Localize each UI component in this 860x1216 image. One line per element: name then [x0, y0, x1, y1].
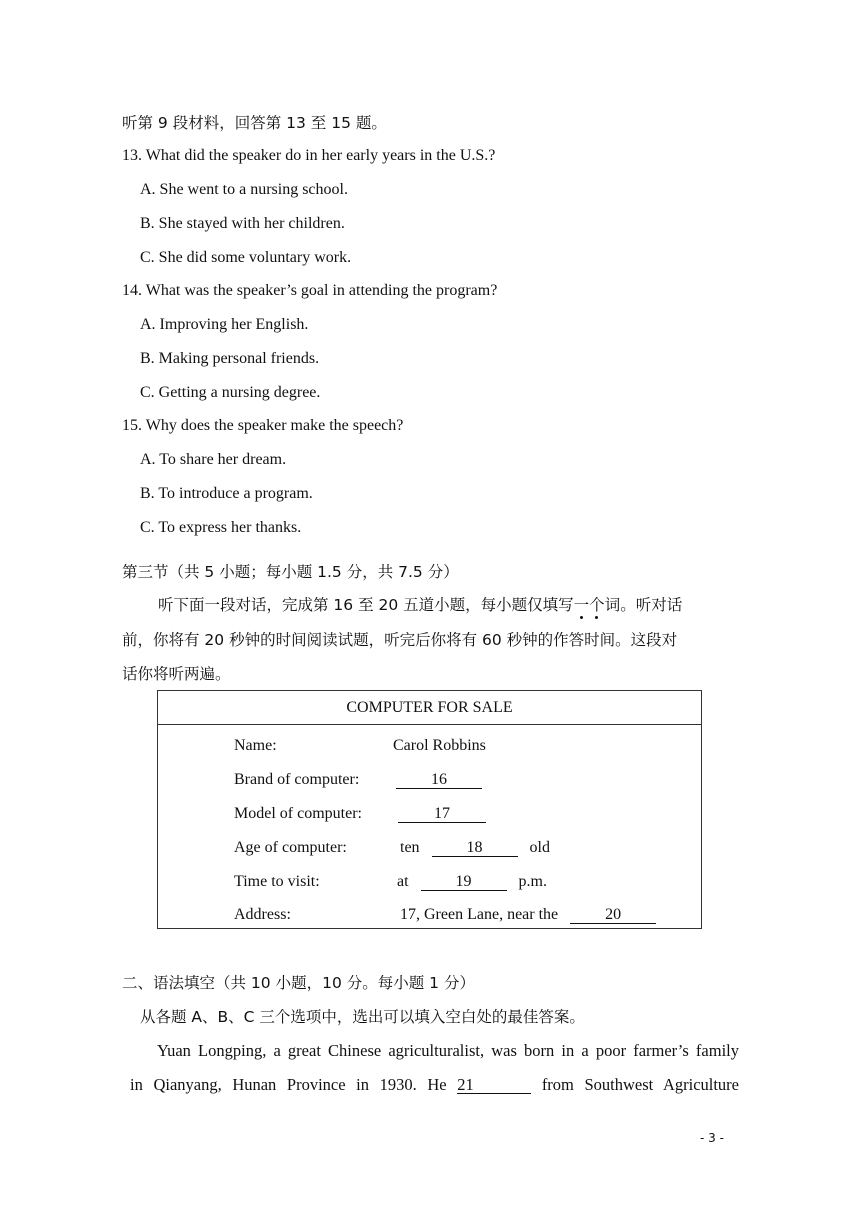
section-9-instruction: 听第 9 段材料，回答第 13 至 15 题。 — [122, 114, 387, 132]
instruction-text: 词。听对话 — [604, 596, 683, 614]
question-14-option-c: C. Getting a nursing degree. — [140, 384, 321, 401]
computer-for-sale-form — [157, 690, 702, 929]
time-label: Time to visit: — [234, 873, 320, 890]
question-14-stem: 14. What was the speaker’s goal in attending the program? — [122, 282, 498, 299]
time-field — [397, 872, 547, 892]
part-3-instruction-line-2: 前，你将有 20 秒钟的时间阅读试题，听完后你将有 60 秒钟的作答时间。这段对 — [122, 631, 678, 649]
page-number: - 3 - — [700, 1131, 724, 1145]
question-15-option-b: B. To introduce a program. — [140, 485, 313, 502]
question-14-option-b: B. Making personal friends. — [140, 350, 320, 367]
question-15-stem: 15. Why does the speaker make the speech? — [122, 417, 404, 434]
form-title: COMPUTER FOR SALE — [158, 691, 701, 725]
part-3-instruction-line-3: 话你将听两遍。 — [122, 665, 231, 683]
blank-17[interactable]: 17 — [398, 805, 486, 823]
name-value: Carol Robbins — [393, 737, 486, 754]
blank-19[interactable]: 19 — [421, 873, 507, 891]
blank-16[interactable]: 16 — [396, 771, 482, 789]
passage-text: from Southwest Agriculture — [541, 1075, 739, 1094]
part-3-instruction-line-1 — [158, 595, 682, 615]
brand-field[interactable] — [396, 770, 482, 790]
passage-line-2 — [130, 1075, 739, 1095]
passage-text: in Qianyang, Hunan Province in 1930. He — [130, 1075, 447, 1094]
question-14-option-a: A. Improving her English. — [140, 316, 309, 333]
age-suffix: old — [529, 839, 550, 856]
model-label: Model of computer: — [234, 805, 362, 822]
time-suffix: p.m. — [518, 873, 547, 890]
question-13-option-c: C. She did some voluntary work. — [140, 249, 352, 266]
name-label: Name: — [234, 737, 277, 754]
time-prefix: at — [397, 873, 409, 890]
question-15-option-c: C. To express her thanks. — [140, 519, 302, 536]
blank-20[interactable]: 20 — [570, 906, 656, 924]
age-label: Age of computer: — [234, 839, 347, 856]
passage-line-1: Yuan Longping, a great Chinese agriculturalist, was born in a poor farmer’s family — [157, 1041, 739, 1060]
emphasis-dot-char: 个 — [589, 596, 605, 614]
question-13-option-a: A. She went to a nursing school. — [140, 181, 348, 198]
address-prefix: 17, Green Lane, near the — [400, 906, 559, 923]
address-label: Address: — [234, 906, 291, 923]
age-prefix: ten — [400, 839, 420, 856]
blank-18[interactable]: 18 — [432, 839, 518, 857]
question-13-stem: 13. What did the speaker do in her early years in the U.S.? — [122, 147, 496, 164]
question-13-option-b: B. She stayed with her children. — [140, 215, 345, 232]
blank-21[interactable]: 21 — [457, 1076, 531, 1094]
brand-label: Brand of computer: — [234, 771, 360, 788]
question-15-option-a: A. To share her dream. — [140, 451, 287, 468]
model-field[interactable] — [398, 804, 486, 824]
instruction-text: 听下面一段对话，完成第 16 至 20 五道小题，每小题仅填写 — [158, 596, 574, 614]
grammar-heading: 二、语法填空（共 10 小题，10 分。每小题 1 分） — [122, 974, 475, 992]
part-3-heading: 第三节（共 5 小题；每小题 1.5 分，共 7.5 分） — [122, 563, 459, 581]
grammar-instruction: 从各题 A、B、C 三个选项中，选出可以填入空白处的最佳答案。 — [140, 1008, 585, 1026]
address-field — [400, 905, 656, 925]
age-field — [400, 838, 550, 858]
emphasis-dot-char: 一 — [573, 596, 590, 614]
